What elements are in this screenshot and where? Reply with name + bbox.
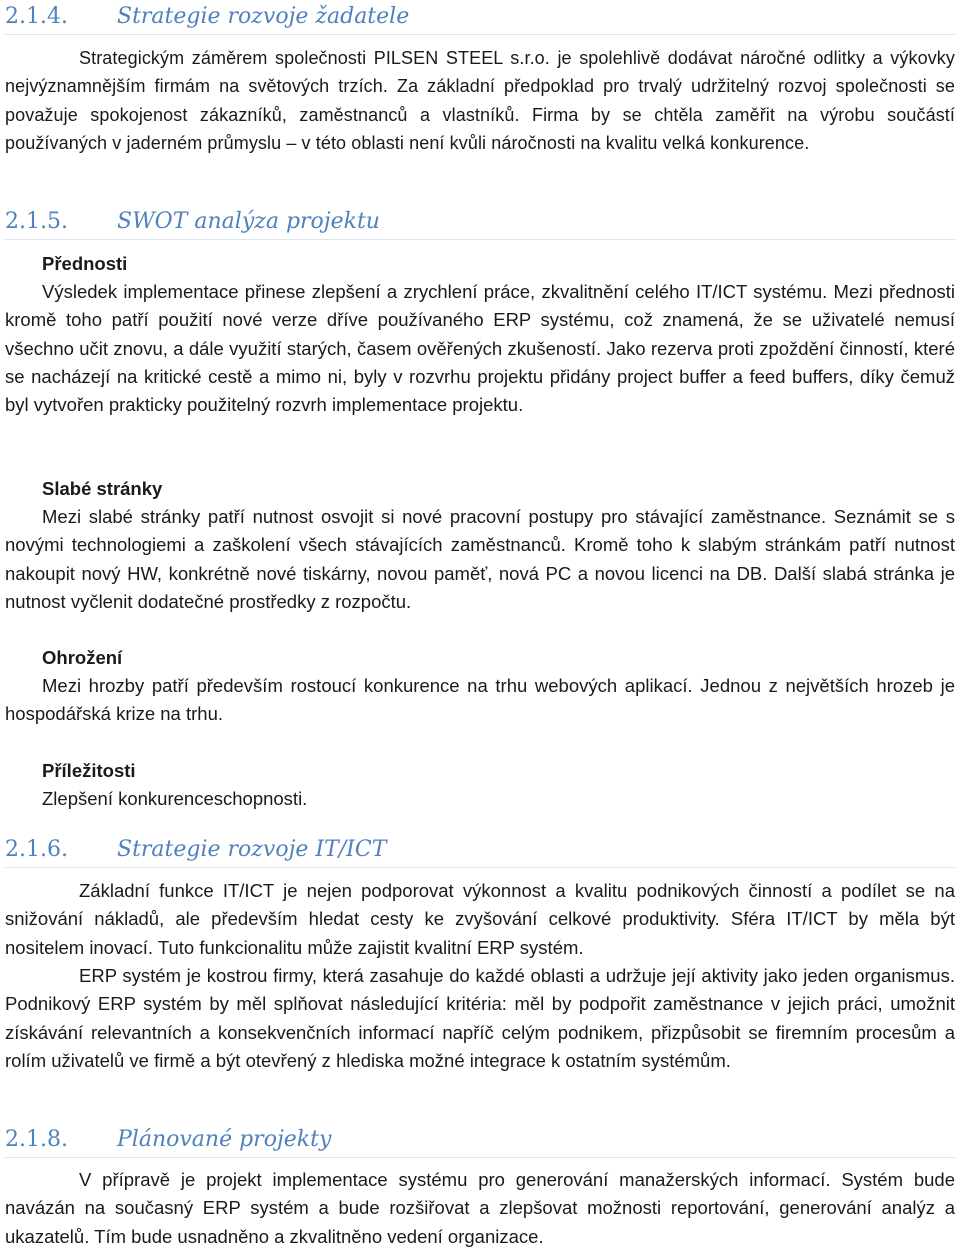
paragraph-text: Mezi hrozby patří především rostoucí konkurence na trhu webových aplikací. Jednou z největších hrozeb je hospodářská krize na trhu. [5, 675, 955, 725]
paragraph-text: Mezi slabé stránky patří nutnost osvojit si nové pracovní postupy pro stávající zaměstnance. Seznámit se s novými technologiemi a zaškolení všech stávajících zaměstnanců. Kromě toho k slabým stránkám patří nutnost nakoupit nový HW, konkrétně nové tiskárny, novou paměť, nová PC a novou licenci na DB. Další slabá stránka je nutnost vyčlenit dodatečné prostředky z rozpočtu. [5, 506, 955, 612]
subheading-threats: Ohrožení [42, 647, 123, 668]
section-title: Strategie rozvoje žadatele [117, 4, 410, 29]
paragraph-threats [5, 672, 955, 729]
paragraph-text: V přípravě je projekt implementace systému pro generování manažerských informací. Systém bude navázán na současný ERP systém a bude rozšiřovat a zlepšovat možnosti reportování, generování analýz a ukazatelů. Tím bude usnadněno a zkvalitněno vedení organizace. [5, 1169, 955, 1247]
subheading-weaknesses: Slabé stránky [42, 478, 163, 499]
section-title: Plánované projekty [117, 1127, 332, 1152]
subheading-strengths: Přednosti [42, 253, 128, 274]
paragraph-planned-projects [5, 1166, 955, 1251]
section-heading-2-1-8 [5, 1123, 955, 1158]
subheading-opportunities: Příležitosti [42, 760, 136, 781]
section-heading-2-1-4 [5, 0, 955, 35]
section-title: Strategie rozvoje IT/ICT [117, 837, 387, 862]
paragraph-text: Výsledek implementace přinese zlepšení a zrychlení práce, zkvalitnění celého IT/ICT systému. Mezi přednosti kromě toho patří použití nové verze dříve používaného ERP systému, což znamená, že se uživatelé nemusí všechno učit znovu, a dále využití starých, časem ověřených zkušeností. Jako rezerva proti zpoždění činností, které se nacházejí na kritické cestě a mimo ni, byly v rozvrhu projektu přidány project buffer a feed buffers, díky čemuž byl vytvořen prakticky použitelný rozvrh implementace projektu. [5, 281, 955, 416]
section-number: 2.1.8. [5, 1127, 68, 1152]
paragraph-ict-2 [5, 962, 955, 1075]
paragraph-text: Zlepšení konkurenceschopnosti. [42, 788, 308, 809]
paragraph-text: Základní funkce IT/ICT je nejen podporovat výkonnost a kvalitu podnikových činností a podílet se na snižování nákladů, ale především hledat cesty ke zvyšování celkové produktivity. Sféra IT/ICT by měla být nositelem inovací. Tuto funkcionalitu může zajistit kvalitní ERP systém. [5, 880, 955, 958]
section-number: 2.1.6. [5, 837, 68, 862]
paragraph-weaknesses [5, 503, 955, 616]
section-heading-2-1-6 [5, 833, 955, 868]
section-number: 2.1.5. [5, 209, 68, 234]
paragraph-strengths [5, 278, 955, 419]
paragraph-ict-1 [5, 877, 955, 962]
section-title: SWOT analýza projektu [117, 209, 380, 234]
paragraph-text: Strategickým záměrem společnosti PILSEN STEEL s.r.o. je spolehlivě dodávat náročné odlitky a výkovky nejvýznamnějším firmám na světových trzích. Za základní předpoklad pro trvalý udržitelný rozvoj společnosti se považuje spokojenost zákazníků, zaměstnanců a vlastníků. Firma by se chtěla zaměřit na výrobu součástí používaných v jaderném průmyslu – v této oblasti není kvůli náročnosti na kvalitu velká konkurence. [5, 48, 955, 153]
section-heading-2-1-5 [5, 205, 955, 240]
paragraph-opportunities [5, 785, 955, 813]
section-number: 2.1.4. [5, 4, 68, 29]
paragraph-text: ERP systém je kostrou firmy, která zasahuje do každé oblasti a udržuje její aktivity jako jeden organismus. Podnikový ERP systém by měl splňovat následující kritéria: měl by podpořit zaměstnance v jejich práci, umožnit získávání relevantních a konsekvenčních informací napříč celým podnikem, přizpůsobit se firemním procesům a rolím uživatelů ve firmě a být otevřený z hlediska možné integrace k ostatním systémům. [5, 965, 955, 1071]
paragraph-strategy [5, 44, 955, 157]
